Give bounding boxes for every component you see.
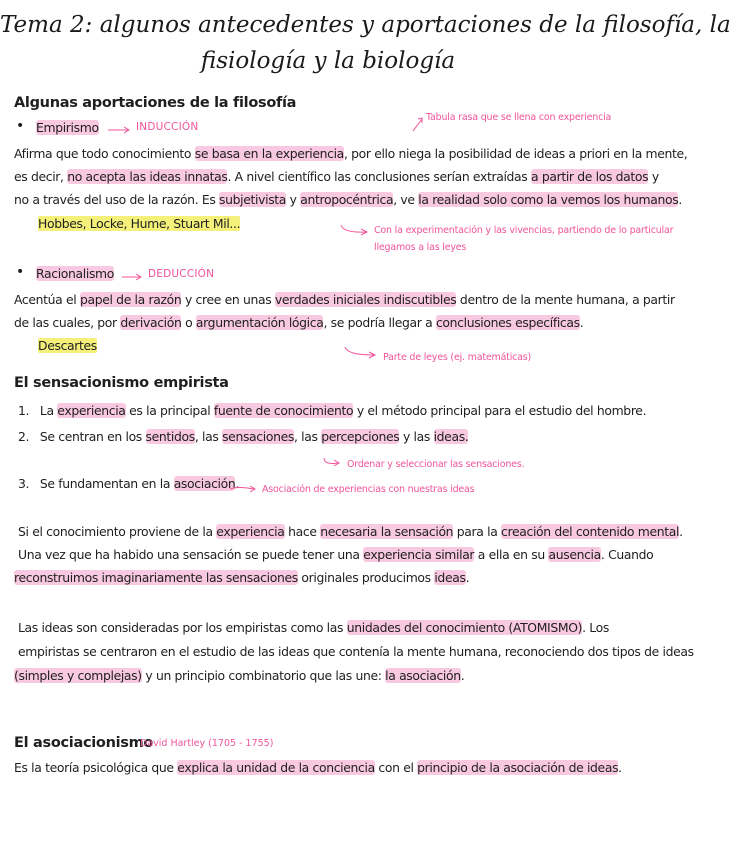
bullet: • — [16, 118, 25, 134]
tabula-rasa-note: Tabula rasa que se llena con experiencia — [426, 112, 612, 123]
section-heading-sensacionismo: El sensacionismo empirista — [14, 375, 229, 391]
arrow-icon — [412, 116, 424, 132]
paragraph-line: Acentúa el papel de la razón y cree en unas verdades iniciales indiscutibles dentro de la mente humana, a partir — [14, 292, 675, 307]
paragraph-line: (simples y complejas) y un principio combinatorio que las une: la asociación. — [14, 668, 465, 683]
list-item: 1. La experiencia es la principal fuente de conocimiento y el método principal para el estudio del hombre. — [18, 403, 647, 418]
racionalismo-authors: Descartes — [38, 338, 97, 353]
arrow-icon — [230, 485, 258, 493]
paragraph-line: reconstruimos imaginariamente las sensaciones originales producimos ideas. — [14, 570, 470, 585]
empirismo-authors: Hobbes, Locke, Hume, Stuart Mil... — [38, 216, 241, 231]
deduccion-tag: DEDUCCIÓN — [148, 268, 215, 280]
paragraph-line: Las ideas son consideradas por los empiristas como las unidades del conocimiento (ATOMISMO). Los — [18, 620, 609, 635]
paragraph-line: no a través del uso de la razón. Es subjetivista y antropocéntrica, ve la realidad solo como la vemos los humanos. — [14, 192, 682, 207]
curved-arrow-icon — [344, 346, 378, 358]
paragraph-line: Una vez que ha habido una sensación se puede tener una experiencia similar a ella en su ausencia. Cuando — [18, 547, 654, 562]
asociacion-note: Asociación de experiencias con nuestras ideas — [262, 484, 475, 495]
induccion-tag: INDUCCIÓN — [136, 121, 199, 133]
hartley-tag: David Hartley (1705 - 1755) — [140, 738, 274, 749]
leyes-matematicas-note: Parte de leyes (ej. matemáticas) — [383, 352, 532, 363]
page-title-line-2: fisiología y la biología — [200, 48, 456, 74]
section-heading-asociacionismo: El asociacionismo — [14, 735, 154, 751]
paragraph-line: Es la teoría psicológica que explica la unidad de la conciencia con el principio de la asociación de ideas. — [14, 760, 622, 775]
experimentacion-note: Con la experimentación y las vivencias, partiendo de lo particular — [374, 225, 674, 236]
ordenar-note: Ordenar y seleccionar las sensaciones. — [347, 459, 525, 470]
paragraph-line: Si el conocimiento proviene de la experiencia hace necesaria la sensación para la creación del contenido mental. — [18, 524, 683, 539]
leyes-note: llegamos a las leyes — [374, 242, 467, 253]
list-item: 3. Se fundamentan en la asociación. — [18, 476, 239, 491]
curved-arrow-icon — [340, 224, 370, 236]
curved-arrow-icon — [322, 457, 342, 469]
paragraph-line: Afirma que todo conocimiento se basa en la experiencia, por ello niega la posibilidad de ideas a priori en la mente, — [14, 146, 688, 161]
paragraph-line: de las cuales, por derivación o argumentación lógica, se podría llegar a conclusiones específicas. — [14, 315, 584, 330]
section-heading-filosofia: Algunas aportaciones de la filosofía — [14, 95, 297, 111]
paragraph-line: empiristas se centraron en el estudio de las ideas que contenía la mente humana, reconociendo dos tipos de ideas — [18, 644, 694, 659]
arrow-icon — [122, 274, 144, 280]
racionalismo-label: Racionalismo — [36, 266, 115, 281]
paragraph-line: es decir, no acepta las ideas innatas. A nivel científico las conclusiones serían extraídas a partir de los datos y — [14, 169, 659, 184]
bullet: • — [16, 264, 25, 280]
list-item: 2. Se centran en los sentidos, las sensaciones, las percepciones y las ideas. — [18, 429, 469, 444]
empirismo-label: Empirismo — [36, 120, 99, 135]
page-title-line-1: Tema 2: algunos antecedentes y aportaciones de la filosofía, la — [0, 12, 731, 38]
arrow-icon — [108, 127, 132, 133]
